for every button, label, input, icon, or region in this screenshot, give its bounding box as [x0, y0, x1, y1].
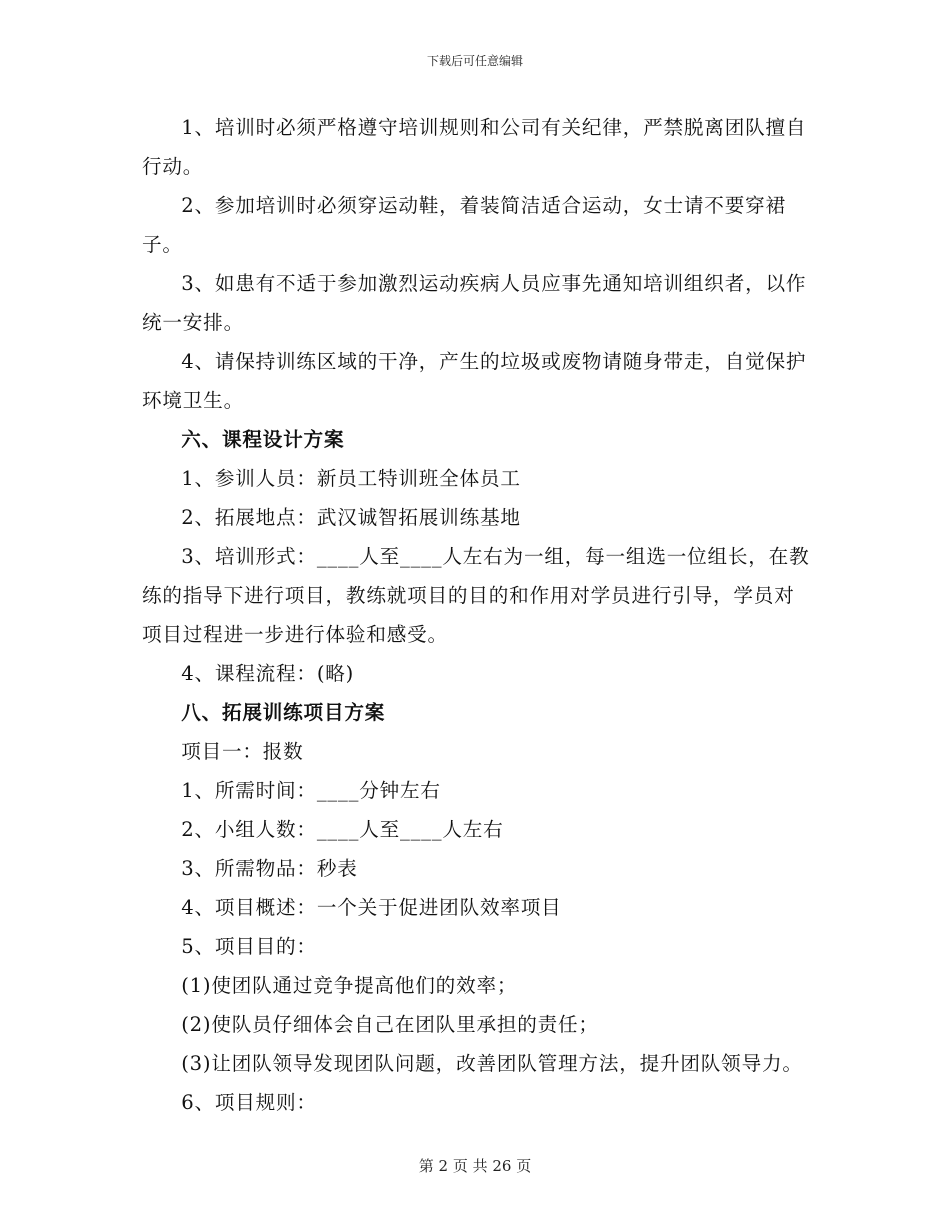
section-heading-training-projects: 八、拓展训练项目方案	[181, 701, 386, 724]
rule-paragraph-2: 2、参加培训时必须穿运动鞋，着装简洁适合运动，女士请不要穿裙子。	[142, 194, 786, 256]
project-time: 1、所需时间：____分钟左右	[181, 779, 441, 802]
course-format: 3、培训形式：____人至____人左右为一组，每一组选一位组长，在教练的指导下进行项目，教练就项目的目的和作用对学员进行引导，学员对项目过程进一步进行体验和感受。	[142, 545, 810, 646]
project-purpose-1: (1)使团队通过竞争提高他们的效率；	[181, 974, 518, 997]
project-materials: 3、所需物品：秒表	[181, 857, 358, 880]
page-footer: 第 2 页 共 26 页	[418, 1157, 532, 1175]
project-group-size: 2、小组人数：____人至____人左右	[181, 818, 504, 841]
project-title: 项目一：报数	[181, 740, 304, 763]
section-heading-course-design: 六、课程设计方案	[181, 428, 345, 451]
project-rules-heading: 6、项目规则：	[181, 1091, 317, 1114]
project-purpose-heading: 5、项目目的：	[181, 935, 317, 958]
project-purpose-3: (3)让团队领导发现团队问题，改善团队管理方法，提升团队领导力。	[181, 1052, 803, 1075]
course-flow: 4、课程流程：(略)	[181, 662, 355, 685]
course-location: 2、拓展地点：武汉诚智拓展训练基地	[181, 506, 521, 529]
course-trainees: 1、参训人员：新员工特训班全体员工	[181, 467, 521, 490]
document-body	[142, 108, 810, 1122]
project-purpose-2: (2)使队员仔细体会自己在团队里承担的责任；	[181, 1013, 599, 1036]
rule-paragraph-1: 1、培训时必须严格遵守培训规则和公司有关纪律，严禁脱离团队擅自行动。	[142, 116, 807, 178]
page-header: 下载后可任意编辑	[426, 54, 523, 68]
rule-paragraph-3: 3、如患有不适于参加激烈运动疾病人员应事先通知培训组织者，以作统一安排。	[142, 272, 807, 334]
rule-paragraph-4: 4、请保持训练区域的干净，产生的垃圾或废物请随身带走，自觉保护环境卫生。	[142, 350, 807, 412]
project-overview: 4、项目概述：一个关于促进团队效率项目	[181, 896, 562, 919]
